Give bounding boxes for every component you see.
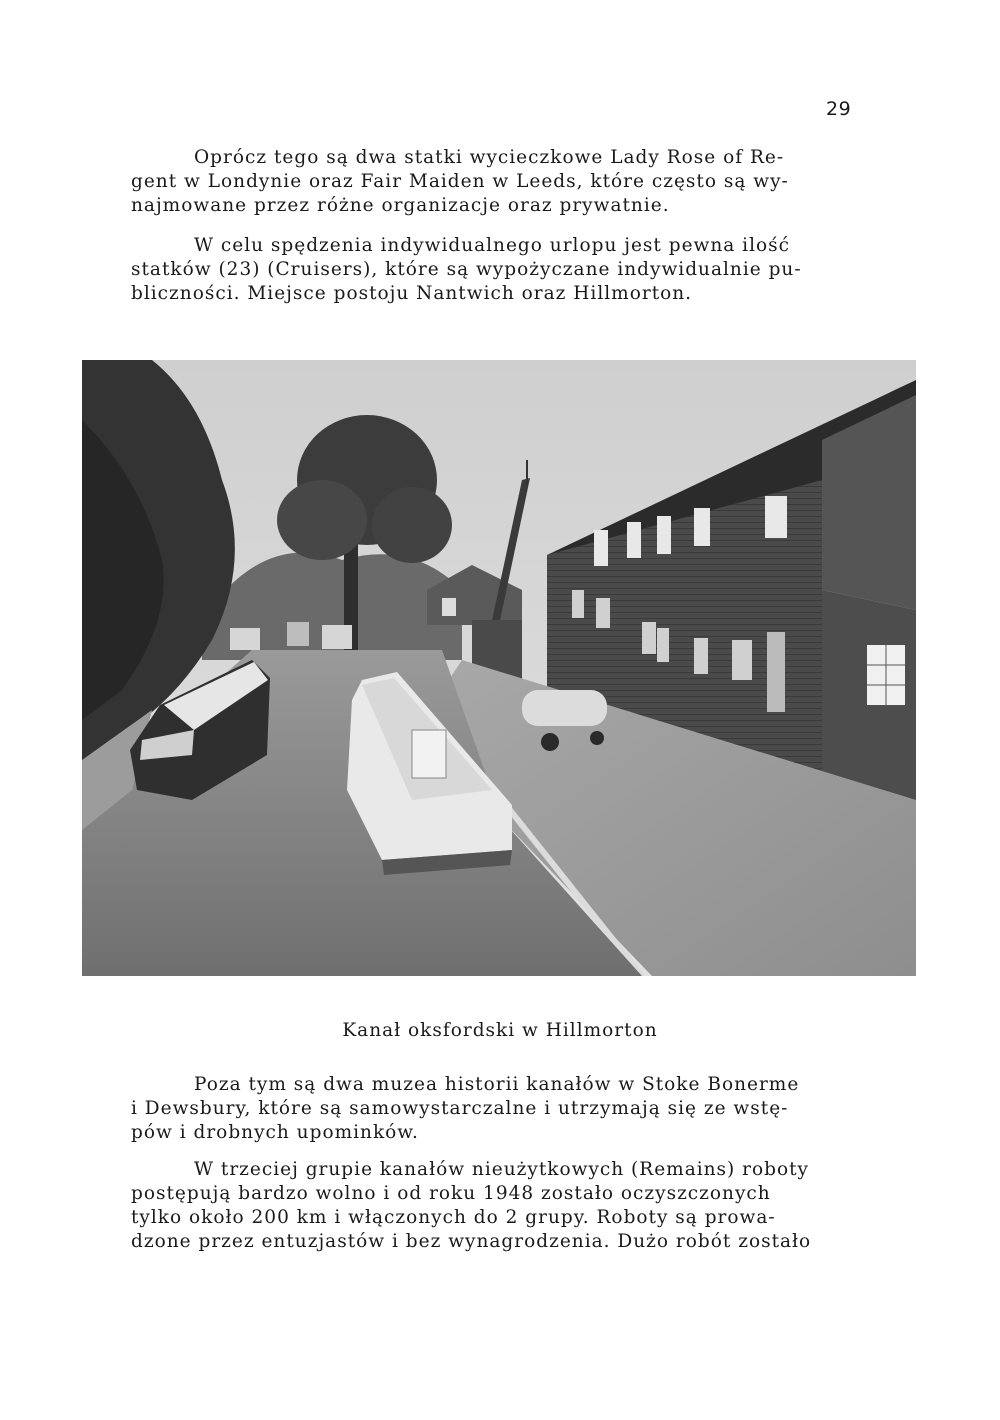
warehouse-window xyxy=(594,530,608,566)
paragraph-cruise-boats xyxy=(131,146,863,218)
text-line: gent w Londynie oraz Fair Maiden w Leeds, które często są wy- xyxy=(131,171,789,192)
text-line: statków (23) (Cruisers), które są wypożyczane indywidualnie pu- xyxy=(131,259,802,280)
canal-photograph-drawing xyxy=(82,360,916,976)
figure-caption: Kanał oksfordski w Hillmorton xyxy=(342,1020,658,1041)
distant-boat xyxy=(230,628,260,650)
page-number: 29 xyxy=(826,98,852,120)
text-line: tylko około 200 km i włączonych do 2 grupy. Roboty są prowa- xyxy=(131,1207,776,1228)
text-line: postępują bardzo wolno i od roku 1948 zostało oczyszczonych xyxy=(131,1183,771,1204)
text-line: najmowane przez różne organizacje oraz prywatnie. xyxy=(131,195,670,216)
canal-photograph xyxy=(82,360,916,976)
text-line: bliczności. Miejsce postoju Nantwich oraz Hillmorton. xyxy=(131,283,693,304)
text-line: W celu spędzenia indywidualnego urlopu jest pewna ilość xyxy=(194,235,791,256)
text-line: Poza tym są dwa muzea historii kanałów w Stoke Bonerme xyxy=(194,1074,800,1095)
tanker-trailer xyxy=(522,690,607,726)
text-line: pów i drobnych upominków. xyxy=(131,1122,419,1143)
text-line: i Dewsbury, które są samowystarczalne i utrzymają się ze wstę- xyxy=(131,1098,789,1119)
text-line: Oprócz tego są dwa statki wycieczkowe Lady Rose of Re- xyxy=(194,147,785,168)
paragraph-museums xyxy=(131,1073,863,1145)
text-line: W trzeciej grupie kanałów nieużytkowych (Remains) roboty xyxy=(194,1159,809,1180)
paragraph-remains xyxy=(131,1158,863,1254)
text-line: dzone przez entuzjastów i bez wynagrodzenia. Dużo robót zostało xyxy=(131,1231,812,1252)
paragraph-cruisers xyxy=(131,234,863,306)
